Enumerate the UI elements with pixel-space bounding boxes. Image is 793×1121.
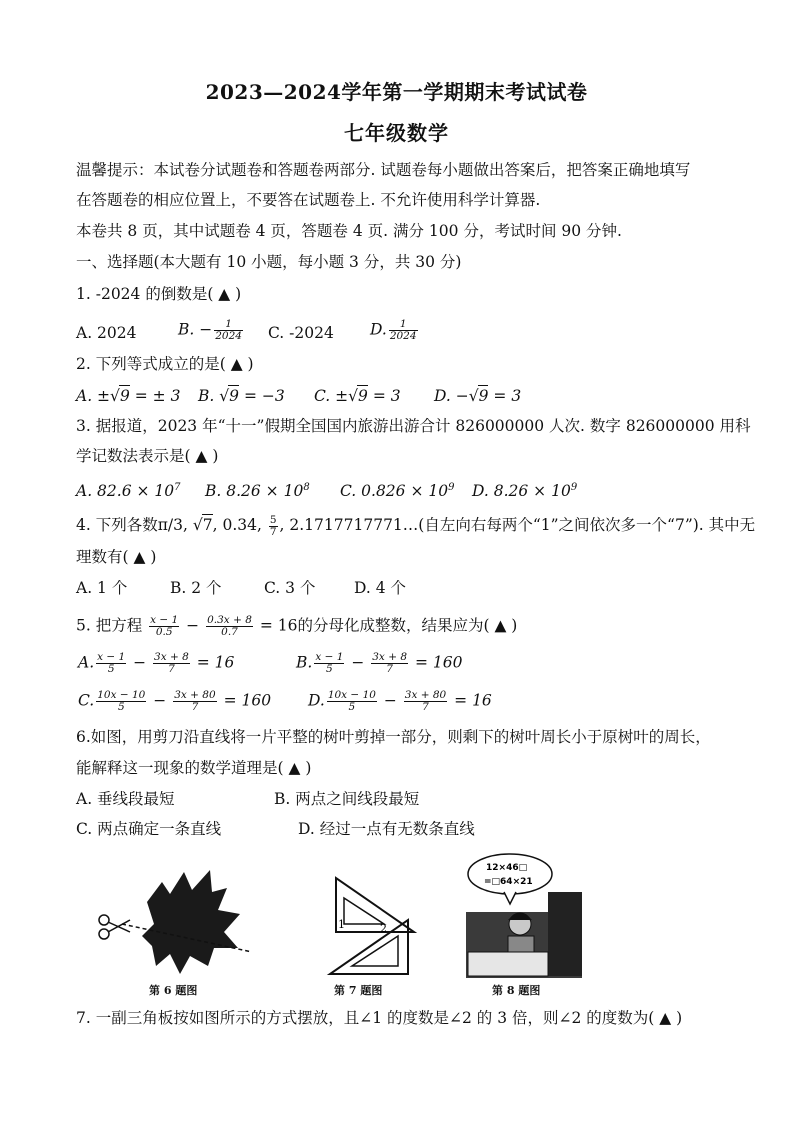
q5-stem: 5. 把方程 $\frac{x - 1}{0.5}$ − $\frac{0.3x + 8}{0.7}$ = 16的分母化成整数，结果应为( ▲ )	[76, 614, 518, 638]
figure-6-leaf	[92, 862, 267, 982]
q6-option-c: C. 两点确定一条直线	[76, 820, 222, 838]
q3-line-2: 学记数法表示是( ▲ )	[76, 447, 219, 465]
figure-7-caption: 第 7 题图	[334, 984, 383, 997]
q4-line-1: 4. 下列各数π/3, √7, 0.34, $\frac{5}{7}$ , 2.1717717771…(自左向右每两个“1”之间依次多一个“7”). 其中无	[76, 513, 756, 538]
q6-option-d: D. 经过一点有无数条直线	[298, 820, 475, 838]
q1-option-a: A. 2024	[76, 324, 137, 342]
q3-option-d: D. $8.26 \times 10^9$	[472, 482, 578, 501]
angle-label-2: 2	[380, 922, 387, 935]
q2-option-c: C. ±√9 = 3	[314, 387, 401, 405]
desk	[468, 952, 548, 976]
exam-title: 2023—2024学年第一学期期末考试试卷	[205, 80, 588, 104]
q2-stem: 2. 下列等式成立的是( ▲ )	[76, 355, 254, 373]
q4-option-b: B. 2 个	[170, 579, 222, 597]
figure-8-caption: 第 8 题图	[492, 984, 541, 997]
figure-7-set-squares	[322, 870, 422, 980]
intro-line-3: 本卷共 8 页，其中试题卷 4 页，答题卷 4 页. 满分 100 分，考试时间 90 分钟.	[76, 222, 622, 240]
figure-6-caption: 第 6 题图	[149, 984, 198, 997]
q6-line-2: 能解释这一现象的数学道理是( ▲ )	[76, 759, 312, 777]
q4-option-a: A. 1 个	[76, 579, 128, 597]
q4-line-2: 理数有( ▲ )	[76, 548, 157, 566]
q3-option-b: B. $8.26 \times 10^8$	[205, 482, 310, 501]
q5-option-d: D. $\frac{10x - 10}{5}$ − $\frac{3x + 80}{7}$ = 16	[308, 689, 492, 713]
q1-stem: 1. -2024 的倒数是( ▲ )	[76, 285, 242, 303]
q5-option-c: C. $\frac{10x - 10}{5}$ − $\frac{3x + 80}{7}$ = 160	[78, 689, 272, 713]
exam-subtitle: 七年级数学	[344, 121, 449, 145]
q4-option-d: D. 4 个	[354, 579, 407, 597]
intro-line-1: 温馨提示：本试卷分试题卷和答题卷两部分. 试题卷每小题做出答案后，把答案正确地填写	[76, 161, 691, 179]
q1-option-b: B. − $\frac{1}{2024}$	[178, 318, 242, 342]
q3-line-1: 3. 据报道，2023 年“十一”假期全国国内旅游出游合计 826000000 人次. 数字 826000000 用科	[76, 417, 751, 435]
q6-option-a: A. 垂线段最短	[76, 790, 175, 808]
q4-option-c: C. 3 个	[264, 579, 316, 597]
q1-option-d: D. $\frac{1}{2024}$	[370, 318, 417, 342]
q3-option-a: A. $82.6 \times 10^7$	[76, 482, 181, 501]
q2-option-a: A. ±√9 = ± 3	[76, 387, 181, 405]
intro-line-2: 在答题卷的相应位置上，不要答在试题卷上. 不允许使用科学计算器.	[76, 191, 541, 209]
q7-stem: 7. 一副三角板按如图所示的方式摆放，且∠1 的度数是∠2 的 3 倍，则∠2 的度数为( ▲ )	[76, 1009, 683, 1027]
speech-bubble	[468, 854, 552, 904]
blackboard	[548, 892, 582, 976]
q2-option-d: D. −√9 = 3	[434, 387, 522, 405]
scissors-icon	[99, 915, 130, 939]
bubble-line-1: 12×46□	[486, 863, 528, 873]
leaf-shape	[142, 870, 240, 974]
q5-option-a: A. $\frac{x - 1}{5}$ − $\frac{3x + 8}{7}$ = 16	[78, 651, 235, 675]
bubble-line-2: =□64×21	[484, 877, 533, 887]
q1-option-c: C. -2024	[268, 324, 334, 342]
q5-option-b: B. $\frac{x - 1}{5}$ − $\frac{3x + 8}{7}$ = 160	[296, 651, 463, 675]
q3-option-c: C. $0.826 \times 10^9$	[340, 482, 455, 501]
angle-label-1: 1	[338, 918, 345, 931]
q6-option-b: B. 两点之间线段最短	[274, 790, 420, 808]
section-heading: 一、选择题(本大题有 10 小题，每小题 3 分，共 30 分)	[76, 253, 462, 271]
q2-option-b: B. √9 = −3	[198, 387, 285, 405]
figure-8-cartoon	[464, 852, 584, 980]
q6-line-1: 6.如图，用剪刀沿直线将一片平整的树叶剪掉一部分，则剩下的树叶周长小于原树叶的周长，	[76, 728, 711, 746]
